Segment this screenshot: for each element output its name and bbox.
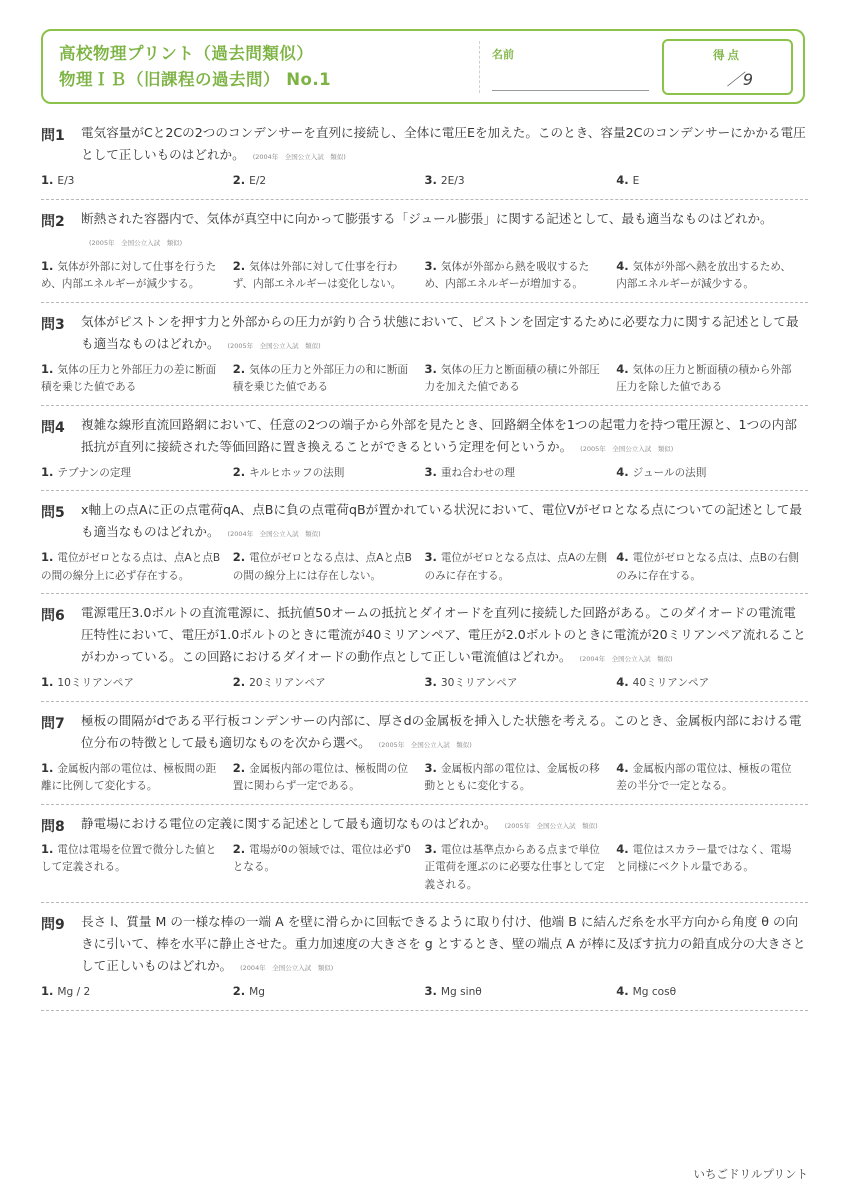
answer-choice[interactable] [616, 760, 808, 796]
question-text [81, 602, 808, 670]
question-text [81, 499, 808, 545]
answer-choice[interactable] [616, 841, 808, 895]
choice-text: 10ミリアンペア [57, 677, 134, 689]
choice-text: 気体の圧力と外部圧力の和に断面積を乗じた値である [232, 363, 409, 393]
choice-number: 3. [424, 464, 437, 479]
answer-choice[interactable] [616, 549, 808, 585]
name-label: 名前 [492, 48, 514, 61]
footer-brand: いちごドリルプリント [693, 1167, 808, 1181]
answer-choice[interactable] [233, 760, 425, 796]
answer-choice[interactable] [41, 549, 233, 585]
question-text [81, 911, 808, 979]
choice-number: 2. [232, 550, 246, 564]
choice-text: Mg [249, 986, 265, 998]
choice-number: 4. [616, 675, 629, 689]
choice-number: 2. [232, 464, 246, 479]
choice-text: E/2 [249, 175, 267, 187]
choice-number: 4. [616, 550, 629, 564]
question-source: (2004年 全国公立入試 類似) [579, 655, 673, 663]
question-text [81, 311, 808, 357]
choice-text: 30ミリアンペア [440, 677, 518, 689]
choice-text: 電位は基準点からある点まで単位正電荷を運ぶのに必要な仕事として定義される。 [424, 843, 605, 891]
question-body: 電源電圧3.0ボルトの直流電源に、抵抗値50オームの抵抗とダイオードを直列に接続した回路がある。このダイオードの電流電圧特性において、電圧が1.0ボルトのときに電流が40ミリアンペア、電圧が2.0ボルトのときに電流が20ミリアンペア流れることがわかっている。この回路におけるダイオードの動作点として正しい電流値はどれか。 [81, 605, 806, 664]
question-item [41, 710, 808, 805]
question-source: (2005年 全国公立入試 類似) [227, 341, 321, 350]
answer-choice[interactable] [616, 464, 808, 483]
answer-choice[interactable] [425, 258, 617, 294]
choice-text: テブナンの定理 [57, 466, 132, 479]
question-body: 長さ l、質量 M の一様な棒の一端 A を壁に滑らかに回転できるように取り付け、他端 B に結んだ糸を水平方向から角度 θ の向きに引いて、棒を水平に静止させた。重力加速度の大きさを g とするとき、壁の端点 A が棒に及ぼす抗力の鉛直成分の大きさとして正しいものはどれか。 [81, 914, 806, 973]
choice-number: 2. [232, 841, 246, 856]
question-body: 複雑な線形直流回路網において、任意の2つの端子から外部を見たとき、回路網全体を1つの起電力を持つ電圧源と、1つの内部抵抗が直列に接続された等価回路に置き換えることができるという定理を何というか。 [81, 416, 797, 454]
question-source: (2005年 全国公立入試 類似) [504, 821, 598, 830]
header-divider [479, 41, 480, 93]
question-text [81, 122, 808, 168]
score-box [662, 39, 793, 95]
answer-choice[interactable] [41, 841, 233, 895]
question-text [81, 813, 808, 837]
name-field[interactable] [492, 90, 649, 91]
choice-text: 20ミリアンペア [249, 677, 326, 689]
worksheet-header [41, 29, 805, 104]
choice-number: 1. [41, 173, 54, 187]
choice-number: 3. [424, 984, 437, 998]
answer-choice[interactable] [616, 361, 808, 397]
choice-list [41, 841, 808, 897]
choice-number: 4. [616, 258, 629, 273]
choice-number: 3. [424, 841, 437, 856]
question-item [41, 414, 808, 492]
choice-text: E/3 [57, 175, 75, 187]
answer-choice[interactable] [233, 674, 425, 693]
choice-text: 電位は電場を位置で微分した値として定義される。 [41, 843, 217, 873]
answer-choice[interactable] [41, 674, 233, 693]
score-total: ／9 [726, 70, 753, 89]
question-item [41, 602, 808, 702]
question-body: 電気容量がCと2Cの2つのコンデンサーを直列に接続し、全体に電圧Eを加えた。このとき、容量2Cのコンデンサーにかかる電圧として正しいものはどれか。 [81, 125, 806, 162]
question-body: 静電場における電位の定義に関する記述として最も適切なものはどれか。 [81, 815, 497, 831]
question-source: (2004年 全国公立入試 類似) [252, 153, 346, 161]
choice-text: Mg / 2 [57, 986, 91, 998]
answer-choice[interactable] [41, 258, 233, 294]
question-number: 問4 [41, 419, 65, 436]
choice-number: 4. [616, 841, 629, 856]
choice-number: 4. [616, 173, 629, 187]
question-body: 極板の間隔がdである平行板コンデンサーの内部に、厚さdの金属板を挿入した状態を考える。このとき、金属板内部における電位分布の特徴として最も適切なものを次から選べ。 [81, 712, 802, 750]
question-number: 問7 [41, 715, 65, 732]
answer-choice[interactable] [425, 361, 617, 397]
choice-text: 電位がゼロとなる点は、点Aの左側のみに存在する。 [424, 552, 608, 582]
answer-choice[interactable] [233, 172, 425, 191]
choice-text: 2E/3 [440, 175, 465, 187]
answer-choice[interactable] [616, 258, 808, 294]
question-text [81, 710, 808, 756]
choice-text: 気体が外部に対して仕事を行うため、内部エネルギーが減少する。 [41, 260, 217, 290]
choice-list [41, 258, 808, 296]
answer-choice[interactable] [425, 983, 617, 1002]
question-number: 問2 [41, 213, 65, 230]
question-number: 問3 [41, 316, 65, 333]
question-text [81, 414, 808, 460]
answer-choice[interactable] [41, 983, 233, 1002]
answer-choice[interactable] [233, 361, 425, 397]
answer-choice[interactable] [233, 549, 425, 585]
answer-choice[interactable] [616, 674, 808, 693]
choice-text: 気体が外部へ熱を放出するため、内部エネルギーが減少する。 [616, 260, 792, 290]
choice-text: 金属板内部の電位は、極板間の距離に比例して変化する。 [41, 762, 217, 792]
question-number: 問6 [41, 608, 65, 624]
choice-text: Mg sinθ [440, 986, 482, 998]
answer-choice[interactable] [41, 760, 233, 796]
answer-choice[interactable] [425, 841, 617, 895]
answer-choice[interactable] [233, 983, 425, 1002]
choice-number: 2. [232, 258, 246, 273]
answer-choice[interactable] [425, 549, 617, 585]
answer-choice[interactable] [233, 258, 425, 294]
title-block [59, 41, 331, 93]
question-source: (2005年 全国公立入試 類似) [89, 238, 183, 247]
choice-number: 1. [41, 675, 54, 689]
choice-number: 4. [616, 361, 629, 376]
choice-number: 1. [41, 841, 54, 856]
choice-text: 気体が外部から熱を吸収するため、内部エネルギーが増加する。 [424, 260, 590, 290]
choice-list [41, 549, 808, 587]
choice-list [41, 983, 808, 1004]
choice-number: 2. [232, 361, 246, 376]
choice-number: 3. [424, 173, 437, 187]
choice-list [41, 674, 808, 695]
choice-text: 重ね合わせの理 [440, 466, 516, 479]
choice-text: 気体の圧力と断面積の積から外部圧力を除した値である [616, 363, 792, 393]
question-source: (2005年 全国公立入試 類似) [580, 444, 674, 453]
question-item [41, 813, 808, 904]
worksheet-title: 高校物理プリント（過去問類似） [59, 44, 314, 63]
choice-number: 1. [41, 361, 54, 376]
question-source: (2004年 全国公立入試 類似) [240, 964, 334, 972]
worksheet-subtitle: 物理ＩＢ（旧課程の過去問） No.1 [59, 70, 332, 89]
answer-choice[interactable] [425, 464, 617, 483]
choice-number: 4. [616, 984, 629, 998]
choice-number: 2. [232, 675, 246, 689]
choice-number: 3. [424, 760, 437, 775]
choice-text: E [632, 175, 640, 187]
question-number: 問5 [41, 505, 65, 521]
answer-choice[interactable] [425, 674, 617, 693]
choice-text: 気体の圧力と断面積の積に外部圧力を加えた値である [424, 363, 600, 393]
choice-text: 電位がゼロとなる点は、点Aと点Bの間の線分上に必ず存在する。 [41, 552, 221, 582]
choice-number: 1. [41, 258, 54, 273]
question-source: (2004年 全国公立入試 類似) [227, 530, 321, 538]
choice-text: 電位がゼロとなる点は、点Aと点Bの間の線分上には存在しない。 [232, 552, 412, 582]
question-item [41, 122, 808, 200]
choice-text: 気体の圧力と外部圧力の差に断面積を乗じた値である [41, 363, 217, 393]
choice-number: 1. [41, 464, 54, 479]
choice-text: 電場が0の領域では、電位は必ず0となる。 [232, 843, 411, 873]
choice-list [41, 464, 808, 485]
choice-number: 2. [232, 984, 246, 998]
choice-text: 電位がゼロとなる点は、点Bの右側のみに存在する。 [616, 552, 799, 582]
choice-text: Mg cosθ [632, 986, 677, 998]
answer-choice[interactable] [233, 841, 425, 895]
choice-text: 40ミリアンペア [632, 677, 710, 689]
score-label: 得点 [713, 48, 742, 62]
choice-text: 金属板内部の電位は、金属板の移動とともに変化する。 [424, 762, 600, 792]
question-text [81, 208, 808, 254]
choice-list [41, 172, 808, 193]
answer-choice[interactable] [41, 172, 233, 191]
question-item [41, 911, 808, 1011]
choice-number: 3. [424, 361, 437, 376]
choice-list [41, 361, 808, 399]
question-item [41, 311, 808, 406]
answer-choice[interactable] [425, 172, 617, 191]
question-number: 問1 [41, 128, 65, 144]
choice-text: 電位はスカラー量ではなく、電場と同様にベクトル量である。 [616, 843, 792, 873]
choice-number: 3. [424, 258, 437, 273]
answer-choice[interactable] [425, 760, 617, 796]
choice-text: 気体は外部に対して仕事を行わず、内部エネルギーは変化しない。 [232, 260, 402, 290]
choice-number: 2. [232, 760, 246, 775]
answer-choice[interactable] [233, 464, 425, 483]
choice-number: 2. [232, 173, 246, 187]
question-item [41, 499, 808, 594]
question-body: 断熱された容器内で、気体が真空中に向かって膨張する「ジュール膨張」に関する記述として、最も適当なものはどれか。 [81, 210, 773, 226]
choice-number: 1. [41, 984, 54, 998]
choice-text: 金属板内部の電位は、極板の電位差の半分で一定となる。 [616, 762, 792, 792]
question-item [41, 208, 808, 303]
choice-text: 金属板内部の電位は、極板間の位置に関わらず一定である。 [232, 762, 409, 792]
choice-list [41, 760, 808, 798]
question-source: (2005年 全国公立入試 類似) [378, 740, 472, 749]
choice-number: 4. [616, 760, 629, 775]
question-number: 問8 [41, 818, 65, 835]
question-list [41, 122, 808, 1019]
question-body: x軸上の点Aに正の点電荷qA、点Bに負の点電荷qBが置かれている状況において、電位Vがゼロとなる点についての記述として最も適当なものはどれか。 [81, 502, 802, 539]
choice-number: 3. [424, 675, 437, 689]
answer-choice[interactable] [616, 172, 808, 191]
choice-text: ジュールの法則 [632, 466, 707, 479]
choice-number: 4. [616, 464, 629, 479]
question-body: 気体がピストンを押す力と外部からの圧力が釣り合う状態において、ピストンを固定するために必要な力に関する記述として最も適当なものはどれか。 [81, 313, 799, 351]
choice-number: 1. [41, 550, 54, 564]
answer-choice[interactable] [41, 361, 233, 397]
choice-number: 3. [424, 550, 437, 564]
choice-text: キルヒホッフの法則 [249, 466, 345, 479]
answer-choice[interactable] [616, 983, 808, 1002]
answer-choice[interactable] [41, 464, 233, 483]
question-number: 問9 [41, 917, 65, 933]
choice-number: 1. [41, 760, 54, 775]
